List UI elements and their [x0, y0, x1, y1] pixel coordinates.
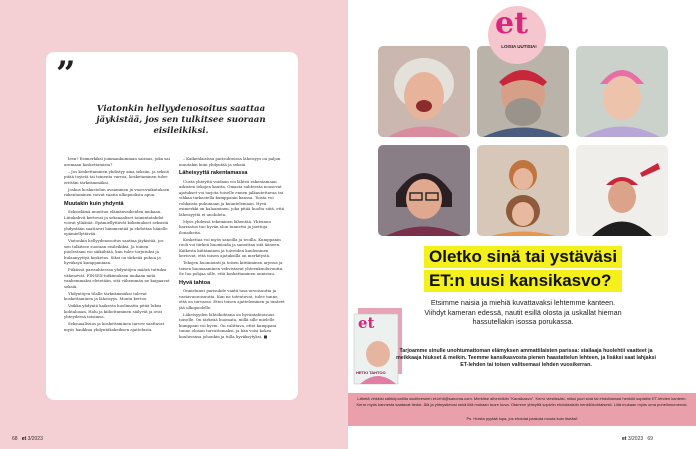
offer-text: Tarjoamme sinulle unohtumattoman elämyksen ammattilaisten parissa: stailaaja huolehtii vaatteet ja meikkaaja hiukset & meikin. Teemme kansikasvosta pienen haastattelun lehteen, ja lisäksi saat lahjaksi ET-lehden tai toisen valitsemasi lehden vuosikerran. — [396, 348, 656, 368]
headline-line-1 — [424, 246, 622, 268]
headline-text-1: Oletko sinä tai ystäväsi — [429, 247, 618, 266]
paragraph: – Kaikenlaisissa parisuhteissa läheisyys on paljon muutakin kuin yhdyntää ja seksiä. — [179, 156, 281, 167]
paragraph: Yhdyntöjen tilalle tärkeämmäksi tulevat koskettaminen ja läheisyys. Monta kertoo. — [64, 290, 148, 301]
photo-laughing-woman — [378, 46, 470, 137]
paragraph: Koskettaa voi myös sanoilla ja teoilla. Kumppanin rooli voi tärkeä huomioida ja sanoittaa sitä ääneen. Kaikesta kiittäminen ja toiveiden kuuleminen kertovat, että toisen ajatuksilla on merkitystä. — [179, 236, 281, 258]
subheading: Etsimme naisia ja miehiä kuvattavaksi lehtemme kanteen. Viihdyt kameran edessä, nautit esillä olosta ja uskallat hieman hassutellakin isossa porukassa. — [424, 298, 622, 327]
footer-left — [12, 436, 43, 442]
footer-issue: 3/2023 — [627, 436, 644, 442]
quote-mark-icon: ” — [56, 54, 76, 94]
photo-man-red-hat — [576, 145, 668, 236]
paragraph: Joskus koskustelun avaaminen ja vuorovaikutuksen rakentaminen voivat vaatia ulkopuolista apua. — [64, 186, 170, 197]
article-card — [46, 52, 298, 400]
magazine-cover — [350, 304, 410, 390]
photo-two-women — [477, 145, 569, 236]
paragraph: Uusta yhteyttä voidaan voi lähteä rakentamaan arkisten tekojen kautta. Omasta suhteesta nousevat ajatukset voi tarjota toiselle ennen jalkautettavaa tai vihkaa tarkastella kumppanin kanssa. Toista voi rohkaista puhumaan ja kuuntelemaan. Hyvä esimerkki on halaaminen, joka pitää huolta siitä, että läheisyyttä ei unohdeta. — [179, 178, 285, 217]
pull-quote: Viatonkin hellyydenosoitus saattaa jäykistää, jos sen tulkitsee suoraan eisileikiksi. — [96, 104, 266, 136]
headline-text-2: ET:n uusi kansikasvo? — [429, 271, 612, 290]
footer-brand: et — [21, 436, 27, 442]
photo-woman-glasses — [378, 145, 470, 236]
end-mark-icon: ■ — [263, 333, 268, 339]
paragraph: Seksuaalisuus ja koskettaminen tarvee saattavat myös haukkua yhdyntäkokeiksen ajattelusta. — [64, 321, 165, 332]
paragraph — [179, 312, 286, 340]
paragraph: Pitkässä parisuhteessa yhdyntöjen määrä tuttuksi vähenevät. FINSEX-tutkimuksen mukaan mitä vanhemmaksi eletetään, sitä vähemmän ne kaipaavat seksiä. — [64, 267, 170, 289]
footer-right — [622, 436, 653, 442]
paragraph: Vaikka yhdyntä kaikesta huolimatta pitää lukea kohtaloaan, Halu ja kiihottuminen säilyvät ja ovat yhteydessä toisiinsa. — [64, 303, 163, 319]
paragraph: Tekojen huomiointi ja toisen kiittäminen arjessa ja toisen huomaaminen vahvistavat yhteenkuuluvuutta. Se luo pohjaa sille, että koskettaminen onnistuu. — [179, 260, 284, 276]
magazine-logo: et — [358, 314, 375, 332]
section-heading: Hyvä tahtoa — [179, 279, 211, 286]
article-columns — [64, 156, 286, 391]
banner-instructions: Lähetä vinkkisi sähköpostilla osoitteeseen et-lehti@sanoma.com. Merkitse aiherivikiin "Kansikasvo". Kerro viestissäsi, miksi juuri sinä tai ehdottamasi henkilö sopisitte ET-lehden kanteen. Kerro myös kannesta saatavat tiedot. Älä ja yhteystietosi sekä liitä mukaan tuore kuva. Otamme yhteyttä sopiviin ehdokkaisiin henkilökohtaisesti. Liitä mukaan myös oma puhelinnumerosi. — [356, 396, 688, 407]
banner-ps: Ps. Huista pyytää lupa, jos ehdotat jotakuta muuta kuin itseäsi! — [466, 416, 578, 421]
article-column-2 — [179, 156, 286, 391]
footer-issue: 3/2023 — [27, 436, 43, 442]
headline-line-2 — [424, 270, 622, 292]
magazine-headline: HETKI TAHTOO — [356, 370, 386, 375]
page-number: 69 — [647, 436, 653, 442]
paragraph: Seksielämä muuttuu elämänvaiheiden mukaan. Liitukahvit kertovat ja seksuaaliset toimintatahdot voivat ylläätää. Epämiellyttävät kokemukset seksistä yhdyntään saattavat hämmentää ja ehdottaa hänelle epämiellyttävää. — [64, 209, 169, 236]
paragraph-text: Läheisyyden lähtökohtana on hyväntahtoisuus toiselle. On tärkeää huomata, millä sille mielelle kumppani voi hyvin. On valittava, ettei kumppani tunne oloaan turvattomaksi, ja hän voisi kokea kuuluvansa johonkin ja tulla hyväksytyksi. — [179, 311, 277, 339]
logo-subtitle: LOISIA UUTISIA! — [501, 44, 537, 49]
footer-brand: et — [622, 436, 627, 442]
paragraph: Myös yhdessä tekeminen lähentää. Yhteinen harrastus tuo hyvän olon tunnetta ja jaettuja ilonaiheita. — [179, 218, 271, 235]
paragraph: Onnistunut parisuhde vaatii tasa-arvoisuutta ja vastavuoroisuutta. Kun ne toteutuvat, tulee tunne, että on turvassa. Ettei toisen ajatteleminen ja tunteet jää ulkopuolelle. — [179, 288, 285, 310]
paragraph: Viatonkin hellyydenosoitus saattaa jäykistää, jos sen tulkitsee suoraan eisileikiksi. Ja toinen puolestaan voi säikähtää, kun tulee torjutuksi ja hulaanyyttyä kosketus. Siksi on tärkeää puhua ja hyväksyä kumppaniaan. — [64, 238, 164, 265]
article-column-1 — [64, 156, 171, 391]
section-heading: Muutakin kuin yhdyntä — [64, 200, 124, 207]
photo-woman-pink-hat — [576, 46, 668, 137]
section-heading: Läheisyyttä rakentamassa — [179, 170, 248, 176]
et-logo: et — [495, 6, 528, 41]
paragraph: leen? Esimerkiksi jommankumman sairaus, joka sai aromaan koskettamista? — [64, 156, 170, 167]
page-number: 68 — [12, 436, 18, 442]
paragraph: – Jos koskettaminen yhdistyy aina seksiin, ja seksiä pitää toyistä tai toinenta varroa, kosketaminen tulee erittäin tärkeämmäksi. — [64, 168, 169, 185]
